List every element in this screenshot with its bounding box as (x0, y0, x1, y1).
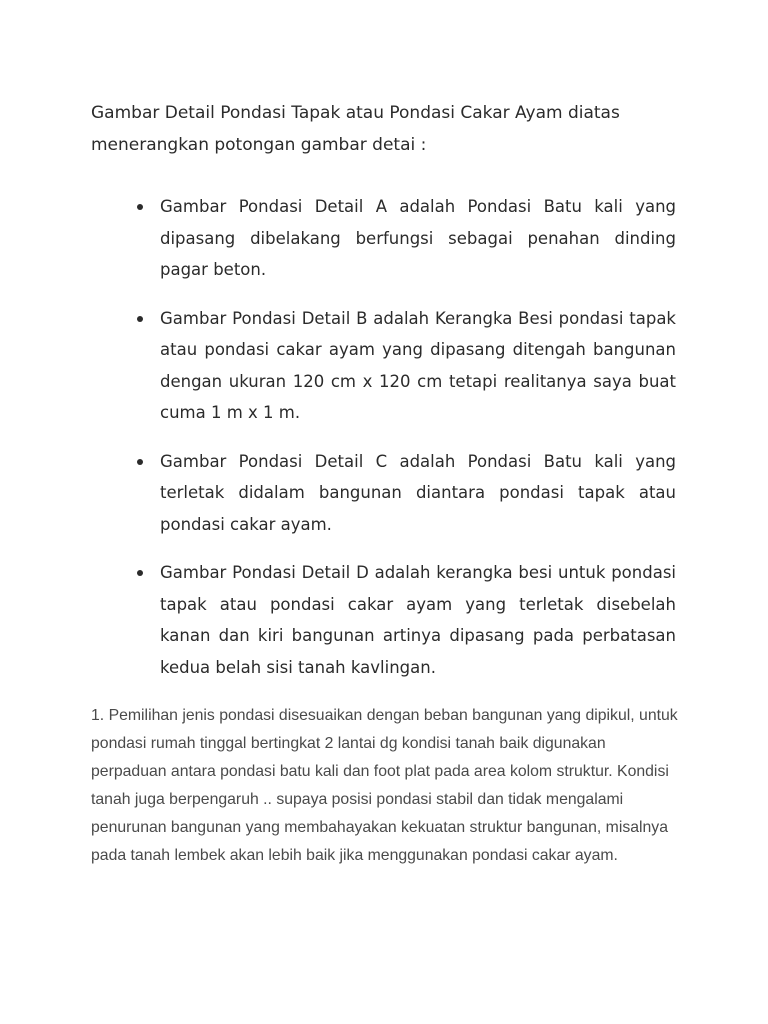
bullet-text: Gambar Pondasi Detail C adalah Pondasi Batu kali yang terletak didalam bangunan diantara pondasi tapak atau pondasi cakar ayam. (160, 451, 676, 534)
bullet-dot-icon (137, 204, 143, 210)
intro-paragraph: Gambar Detail Pondasi Tapak atau Pondasi Cakar Ayam diatas menerangkan potongan gambar detai : (91, 103, 620, 155)
bullet-item-detail-b (135, 303, 676, 429)
bullet-dot-icon (137, 459, 143, 465)
bullet-item-detail-a (135, 191, 676, 286)
bullet-text: Gambar Pondasi Detail A adalah Pondasi Batu kali yang dipasang dibelakang berfungsi sebagai penahan dinding pagar beton. (160, 197, 676, 279)
foundation-note-paragraph: 1. Pemilihan jenis pondasi disesuaikan dengan beban bangunan yang dipikul, untuk pondasi rumah tinggal bertingkat 2 lantai dg kondisi tanah baik digunakan perpaduan antara pondasi batu kali dan foot plat pada area kolom struktur. Kondisi tanah juga berpengaruh .. supaya posisi pondasi stabil dan tidak mengalami penurunan bangunan yang membahayakan kekuatan struktur bangunan, misalnya pada tanah lembek akan lebih baik jika menggunakan pondasi cakar ayam. (91, 707, 678, 864)
bullet-text: Gambar Pondasi Detail D adalah kerangka besi untuk pondasi tapak atau pondasi cakar ayam yang terletak disebelah kanan dan kiri bangunan artinya dipasang pada perbatasan kedua belah sisi tanah kavlingan. (160, 563, 676, 677)
detail-bullet-list (135, 191, 676, 700)
bullet-text: Gambar Pondasi Detail B adalah Kerangka Besi pondasi tapak atau pondasi cakar ayam yang dipasang ditengah bangunan dengan ukuran 120 cm x 120 cm tetapi realitanya saya buat cuma 1 m x 1 m. (160, 308, 676, 422)
bullet-item-detail-c (135, 446, 676, 541)
bullet-dot-icon (137, 570, 143, 576)
bullet-dot-icon (137, 316, 143, 322)
bullet-item-detail-d (135, 557, 676, 683)
